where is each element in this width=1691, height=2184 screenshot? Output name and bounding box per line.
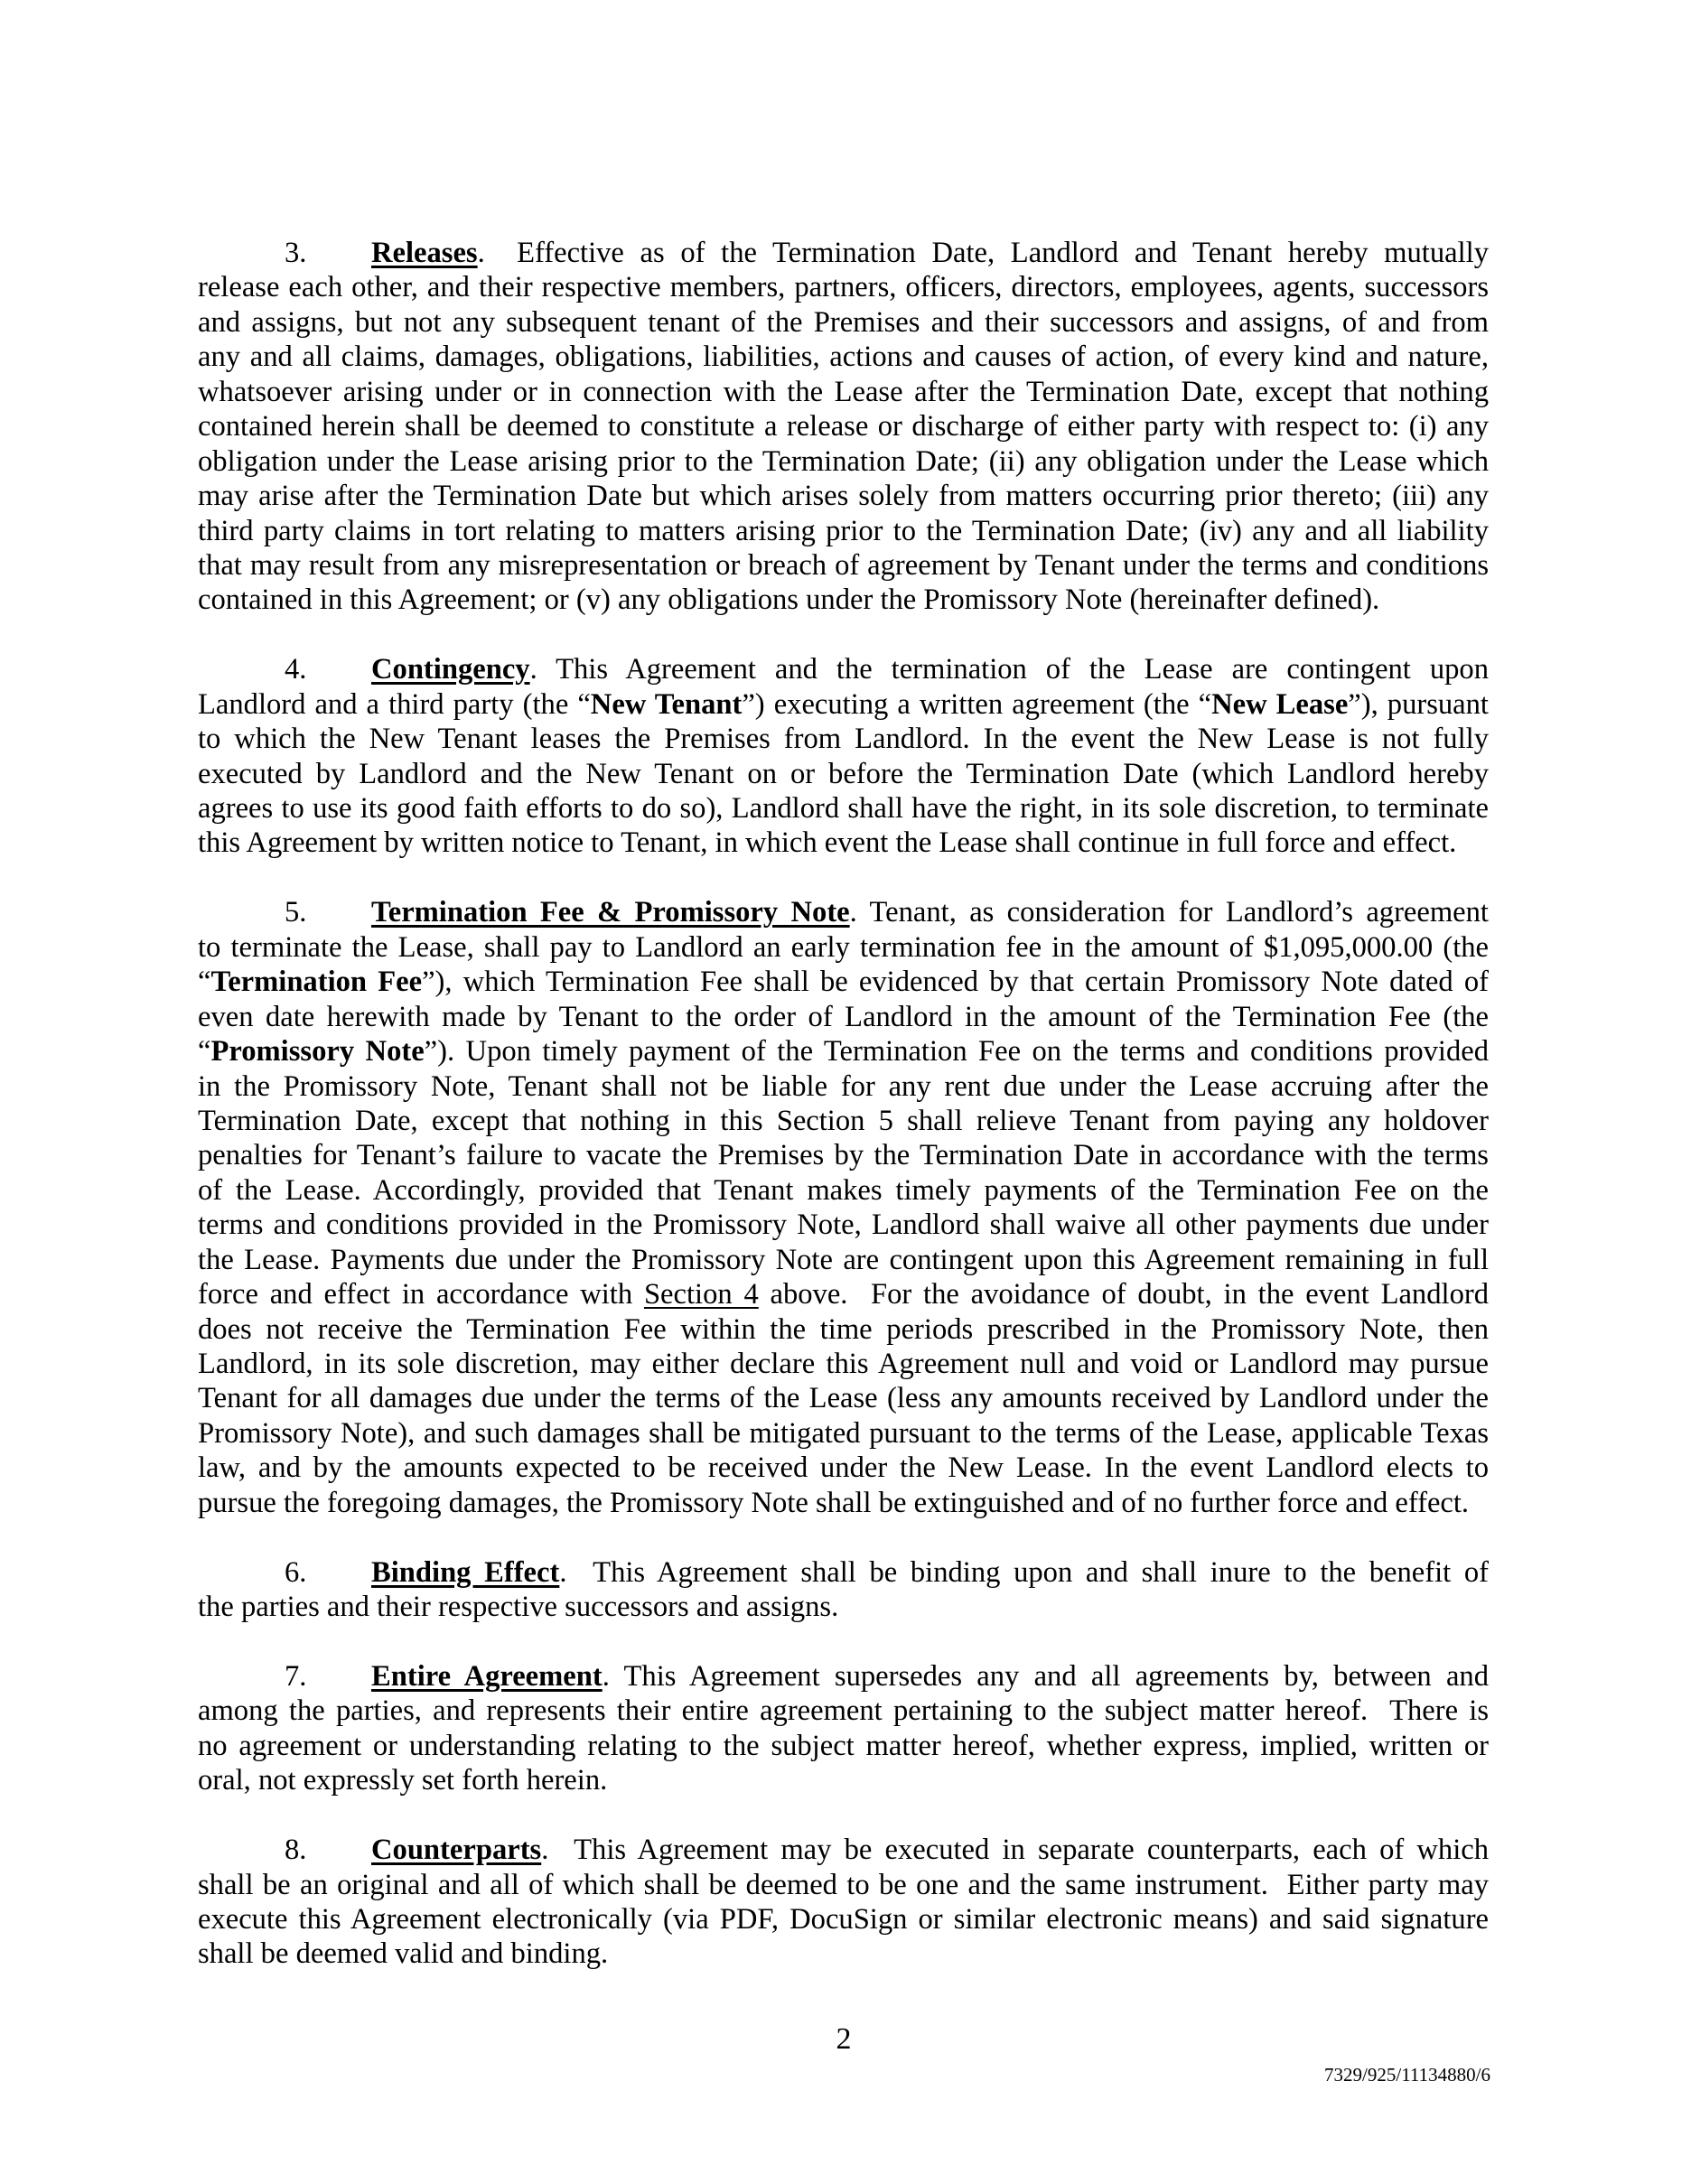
text-line bbox=[198, 1763, 1489, 1797]
text-line bbox=[198, 1173, 1489, 1208]
text-line bbox=[198, 1868, 1489, 1902]
body-text: the Lease. Payments due under the Promissory Note are contingent upon this Agreement remaining in full bbox=[198, 1243, 1489, 1276]
section-heading: Contingency bbox=[371, 653, 530, 686]
body-text: may arise after the Termination Date but which arises solely from matters occurring prior thereto; (iii) any bbox=[198, 480, 1489, 513]
body-text: to which the New Tenant leases the Premises from Landlord. In the event the New Lease is not fully bbox=[198, 723, 1489, 756]
body-text: “ bbox=[198, 966, 211, 999]
body-text: . Tenant, as consideration for Landlord’s agreement bbox=[849, 896, 1489, 929]
section-paragraph bbox=[198, 236, 1489, 618]
text-line bbox=[198, 1208, 1489, 1242]
text-line bbox=[198, 1000, 1489, 1034]
text-line bbox=[198, 1104, 1489, 1138]
body-text: Termination Date, except that nothing in this Section 5 shall relieve Tenant from paying any holdover bbox=[198, 1104, 1489, 1137]
section-number: 5. bbox=[285, 896, 307, 929]
text-line bbox=[198, 1729, 1489, 1763]
body-text: . Effective as of the Termination Date, Landlord and Tenant hereby mutually bbox=[477, 237, 1489, 269]
body-text: even date herewith made by Tenant to the order of Landlord in the amount of the Termination Fee (the bbox=[198, 1000, 1489, 1033]
section-paragraph bbox=[198, 1833, 1489, 1972]
body-text: executed by Landlord and the New Tenant on or before the Termination Date (which Landlord hereby bbox=[198, 757, 1489, 790]
text-line bbox=[198, 895, 1489, 929]
text-line bbox=[198, 1347, 1489, 1381]
text-line bbox=[198, 1659, 1489, 1694]
page-number bbox=[0, 2021, 1691, 2058]
body-text: obligation under the Lease arising prior to the Termination Date; (ii) any obligation under the Lease which bbox=[198, 444, 1489, 478]
text-line bbox=[198, 1381, 1489, 1415]
body-text: in the Promissory Note, Tenant shall not be liable for any rent due under the Lease accruing after the bbox=[198, 1069, 1489, 1103]
text-line bbox=[198, 722, 1489, 756]
text-line bbox=[198, 1138, 1489, 1172]
text-line bbox=[198, 965, 1489, 999]
body-text: and assigns, but not any subsequent tenant of the Premises and their successors and assigns, of and from bbox=[198, 305, 1489, 339]
section-number: 3. bbox=[285, 237, 307, 269]
body-text: whatsoever arising under or in connection with the Lease after the Termination Date, except that nothing bbox=[198, 375, 1489, 408]
body-text: Tenant for all damages due under the terms of the Lease (less any amounts received by Landlord under the bbox=[198, 1382, 1489, 1415]
section-number: 8. bbox=[285, 1834, 307, 1867]
body-text: to terminate the Lease, shall pay to Landlord an early termination fee in the amount of $1,095,000.00 (the bbox=[198, 930, 1489, 964]
defined-term: Termination Fee bbox=[210, 966, 423, 999]
body-text: ”). Upon timely payment of the Termination Fee on the terms and conditions provided bbox=[424, 1035, 1489, 1069]
defined-term: Promissory Note bbox=[210, 1035, 425, 1069]
text-line bbox=[198, 305, 1489, 340]
text-line bbox=[198, 1833, 1489, 1867]
text-line bbox=[198, 1277, 1489, 1311]
text-line bbox=[198, 930, 1489, 965]
body-text: force and effect in accordance with bbox=[198, 1278, 644, 1311]
section-heading: Releases bbox=[371, 237, 478, 269]
body-text: shall be deemed valid and binding. bbox=[198, 1937, 609, 1971]
text-line bbox=[198, 1590, 1489, 1624]
body-text: execute this Agreement electronically (via PDF, DocuSign or similar electronic means) and said signature bbox=[198, 1903, 1489, 1936]
text-line bbox=[198, 340, 1489, 374]
body-text: “ bbox=[198, 1035, 211, 1069]
section-heading: Entire Agreement bbox=[371, 1659, 603, 1693]
body-text: this Agreement by written notice to Tenant, in which event the Lease shall continue in full force and effect. bbox=[198, 826, 1457, 860]
body-text: does not receive the Termination Fee within the time periods prescribed in the Promissory Note, then bbox=[198, 1312, 1489, 1346]
text-line bbox=[198, 1902, 1489, 1937]
text-line bbox=[198, 1312, 1489, 1347]
text-line bbox=[198, 1416, 1489, 1451]
body-text: Landlord and a third party (the “ bbox=[198, 687, 591, 721]
body-text: . This Agreement may be executed in separate counterparts, each of which bbox=[541, 1834, 1489, 1867]
body-text: the parties and their respective successors and assigns. bbox=[198, 1591, 839, 1624]
body-text: among the parties, and represents their entire agreement pertaining to the subject matter hereof. There is bbox=[198, 1694, 1489, 1728]
body-text: penalties for Tenant’s failure to vacate the Premises by the Termination Date in accordance with the terms bbox=[198, 1139, 1489, 1172]
defined-term: New Lease bbox=[1211, 687, 1349, 721]
text-line bbox=[198, 757, 1489, 791]
body-text: . This Agreement shall be binding upon and shall inure to the benefit of bbox=[559, 1555, 1489, 1589]
body-text: pursue the foregoing damages, the Promissory Note shall be extinguished and of no further force and effect. bbox=[198, 1486, 1470, 1519]
body-text: third party claims in tort relating to matters arising prior to the Termination Date; (iv) any and all liability bbox=[198, 514, 1489, 547]
text-line bbox=[198, 791, 1489, 826]
body-text: . This Agreement supersedes any and all agreements by, between and bbox=[602, 1659, 1489, 1693]
defined-term: New Tenant bbox=[590, 687, 743, 721]
page-number-text: 2 bbox=[836, 2022, 852, 2056]
body-text: contained in this Agreement; or (v) any obligations under the Promissory Note (hereinafter defined). bbox=[198, 583, 1380, 617]
body-text: Landlord, in its sole discretion, may either declare this Agreement null and void or Landlord may pursue bbox=[198, 1348, 1489, 1380]
section-reference: Section 4 bbox=[643, 1278, 759, 1311]
document-id: 7329/925/11134880/6 bbox=[1324, 2064, 1490, 2086]
body-text: of the Lease. Accordingly, provided that Tenant makes timely payments of the Termination Fee on the bbox=[198, 1173, 1489, 1207]
document-body bbox=[198, 236, 1489, 2006]
body-text: above. For the avoidance of doubt, in the event Landlord bbox=[758, 1278, 1489, 1311]
section-heading: Binding Effect bbox=[371, 1555, 560, 1589]
text-line bbox=[198, 1034, 1489, 1069]
body-text: Promissory Note), and such damages shall be mitigated pursuant to the terms of the Lease, applicable Texas bbox=[198, 1416, 1489, 1450]
body-text: that may result from any misrepresentation or breach of agreement by Tenant under the terms and conditions bbox=[198, 548, 1489, 582]
section-heading: Counterparts bbox=[371, 1834, 542, 1867]
text-line bbox=[198, 1451, 1489, 1485]
body-text: terms and conditions provided in the Promissory Note, Landlord shall waive all other payments due under bbox=[198, 1209, 1489, 1242]
body-text: ”), which Termination Fee shall be evidenced by that certain Promissory Note dated of bbox=[422, 966, 1489, 999]
section-number: 6. bbox=[285, 1555, 307, 1589]
text-line bbox=[198, 479, 1489, 513]
text-line bbox=[198, 409, 1489, 443]
section-heading: Termination Fee & Promissory Note bbox=[371, 896, 850, 929]
body-text: oral, not expressly set forth herein. bbox=[198, 1764, 608, 1797]
text-line bbox=[198, 375, 1489, 409]
section-paragraph bbox=[198, 1659, 1489, 1798]
text-line bbox=[198, 1694, 1489, 1728]
body-text: any and all claims, damages, obligations, liabilities, actions and causes of action, of every kind and nature, bbox=[198, 341, 1489, 374]
text-line bbox=[198, 1486, 1489, 1520]
body-text: shall be an original and all of which shall be deemed to be one and the same instrument. Either party may bbox=[198, 1868, 1489, 1901]
text-line bbox=[198, 583, 1489, 617]
text-line bbox=[198, 1937, 1489, 1971]
section-paragraph bbox=[198, 895, 1489, 1520]
text-line bbox=[198, 236, 1489, 270]
body-text: law, and by the amounts expected to be received under the New Lease. In the event Landlord elects to bbox=[198, 1451, 1489, 1485]
text-line bbox=[198, 514, 1489, 548]
body-text: ”) executing a written agreement (the “ bbox=[742, 687, 1212, 721]
text-line bbox=[198, 270, 1489, 304]
body-text: no agreement or understanding relating to the subject matter hereof, whether express, implied, written or bbox=[198, 1729, 1489, 1762]
body-text: release each other, and their respective members, partners, officers, directors, employees, agents, successors bbox=[198, 271, 1489, 304]
text-line bbox=[198, 826, 1489, 860]
text-line bbox=[198, 687, 1489, 722]
text-line bbox=[198, 1555, 1489, 1590]
section-paragraph bbox=[198, 652, 1489, 861]
body-text: agrees to use its good faith efforts to do so), Landlord shall have the right, in its sole discretion, to terminate bbox=[198, 792, 1489, 825]
text-line bbox=[198, 548, 1489, 583]
section-number: 4. bbox=[285, 653, 307, 686]
body-text: ”), pursuant bbox=[1348, 687, 1489, 721]
text-line bbox=[198, 444, 1489, 479]
body-text: contained herein shall be deemed to constitute a release or discharge of either party with respect to: (i) any bbox=[198, 410, 1489, 443]
section-paragraph bbox=[198, 1555, 1489, 1625]
text-line bbox=[198, 1243, 1489, 1277]
body-text: . This Agreement and the termination of the Lease are contingent upon bbox=[529, 653, 1489, 686]
section-number: 7. bbox=[285, 1659, 307, 1693]
text-line bbox=[198, 652, 1489, 686]
text-line bbox=[198, 1069, 1489, 1104]
